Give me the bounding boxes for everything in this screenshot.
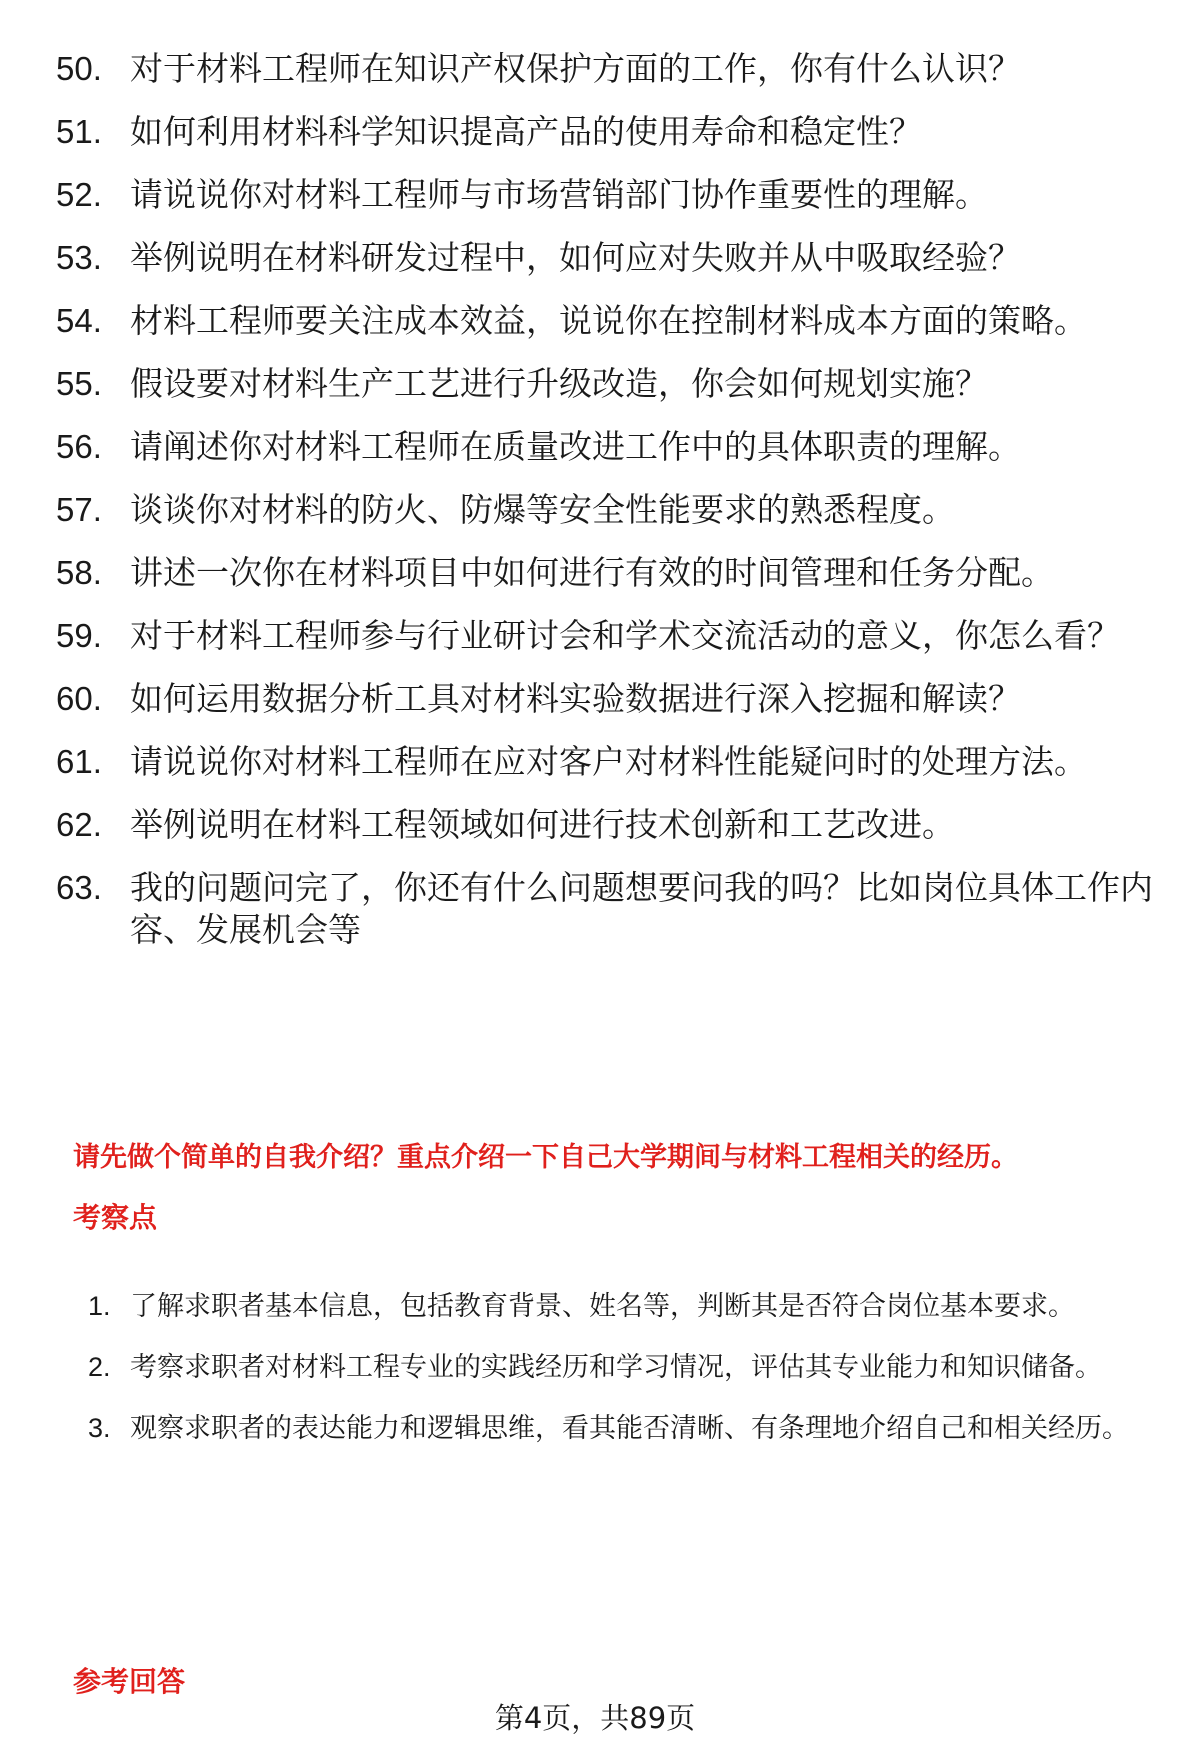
question-number: 51. (56, 113, 102, 150)
question-item (56, 552, 1166, 594)
examine-heading: 考察点 (73, 1201, 158, 1234)
examine-point (88, 1398, 1168, 1459)
reference-heading: 参考回答 (73, 1665, 186, 1698)
question-text: 讲述一次你在材料项目中如何进行有效的时间管理和任务分配。 (130, 553, 1054, 592)
question-number: 57. (56, 491, 102, 528)
point-text: 观察求职者的表达能力和逻辑思维，看其能否清晰、有条理地介绍自己和相关经历。 (130, 1413, 1129, 1444)
page-footer: 第4页，共89页 (494, 1701, 696, 1735)
highlight-question: 请先做个简单的自我介绍？重点介绍一下自己大学期间与材料工程相关的经历。 (73, 1142, 1018, 1173)
question-number: 63. (56, 869, 102, 906)
question-number: 56. (56, 428, 102, 465)
question-number: 61. (56, 743, 102, 780)
question-number: 50. (56, 50, 102, 87)
question-number: 62. (56, 806, 102, 843)
question-item (56, 741, 1166, 783)
question-list (56, 48, 1166, 972)
question-text: 如何利用材料科学知识提高产品的使用寿命和稳定性？ (130, 112, 922, 151)
question-text: 请说说你对材料工程师在应对客户对材料性能疑问时的处理方法。 (130, 742, 1087, 781)
question-text: 假设要对材料生产工艺进行升级改造，你会如何规划实施？ (130, 364, 988, 403)
question-item (56, 678, 1166, 720)
question-number: 60. (56, 680, 102, 717)
question-item (56, 363, 1166, 405)
point-number: 2. (88, 1352, 111, 1382)
question-text: 我的问题问完了，你还有什么问题想要问我的吗？比如岗位具体工作内容、发展机会等 (130, 868, 1153, 949)
question-text: 举例说明在材料研发过程中，如何应对失败并从中吸取经验？ (130, 238, 1021, 277)
examine-points-list (88, 1276, 1168, 1459)
question-item (56, 426, 1166, 468)
question-item (56, 237, 1166, 279)
question-text: 请说说你对材料工程师与市场营销部门协作重要性的理解。 (130, 175, 988, 214)
examine-point (88, 1276, 1168, 1337)
question-item (56, 489, 1166, 531)
question-number: 59. (56, 617, 102, 654)
question-text: 对于材料工程师参与行业研讨会和学术交流活动的意义，你怎么看？ (130, 616, 1120, 655)
point-number: 1. (88, 1291, 111, 1321)
question-item (56, 804, 1166, 846)
question-number: 54. (56, 302, 102, 339)
question-item (56, 615, 1166, 657)
examine-point (88, 1337, 1168, 1398)
point-text: 了解求职者基本信息，包括教育背景、姓名等，判断其是否符合岗位基本要求。 (130, 1291, 1075, 1322)
question-number: 52. (56, 176, 102, 213)
point-text: 考察求职者对材料工程专业的实践经历和学习情况，评估其专业能力和知识储备。 (130, 1352, 1102, 1383)
question-item (56, 867, 1166, 951)
question-text: 如何运用数据分析工具对材料实验数据进行深入挖掘和解读？ (130, 679, 1021, 718)
question-item (56, 48, 1166, 90)
question-text: 举例说明在材料工程领域如何进行技术创新和工艺改进。 (130, 805, 955, 844)
question-text: 材料工程师要关注成本效益，说说你在控制材料成本方面的策略。 (130, 301, 1087, 340)
question-number: 53. (56, 239, 102, 276)
question-number: 55. (56, 365, 102, 402)
question-text: 请阐述你对材料工程师在质量改进工作中的具体职责的理解。 (130, 427, 1021, 466)
question-number: 58. (56, 554, 102, 591)
question-text: 谈谈你对材料的防火、防爆等安全性能要求的熟悉程度。 (130, 490, 955, 529)
question-item (56, 174, 1166, 216)
question-item (56, 111, 1166, 153)
question-text: 对于材料工程师在知识产权保护方面的工作，你有什么认识？ (130, 49, 1021, 88)
question-item (56, 300, 1166, 342)
point-number: 3. (88, 1413, 111, 1443)
